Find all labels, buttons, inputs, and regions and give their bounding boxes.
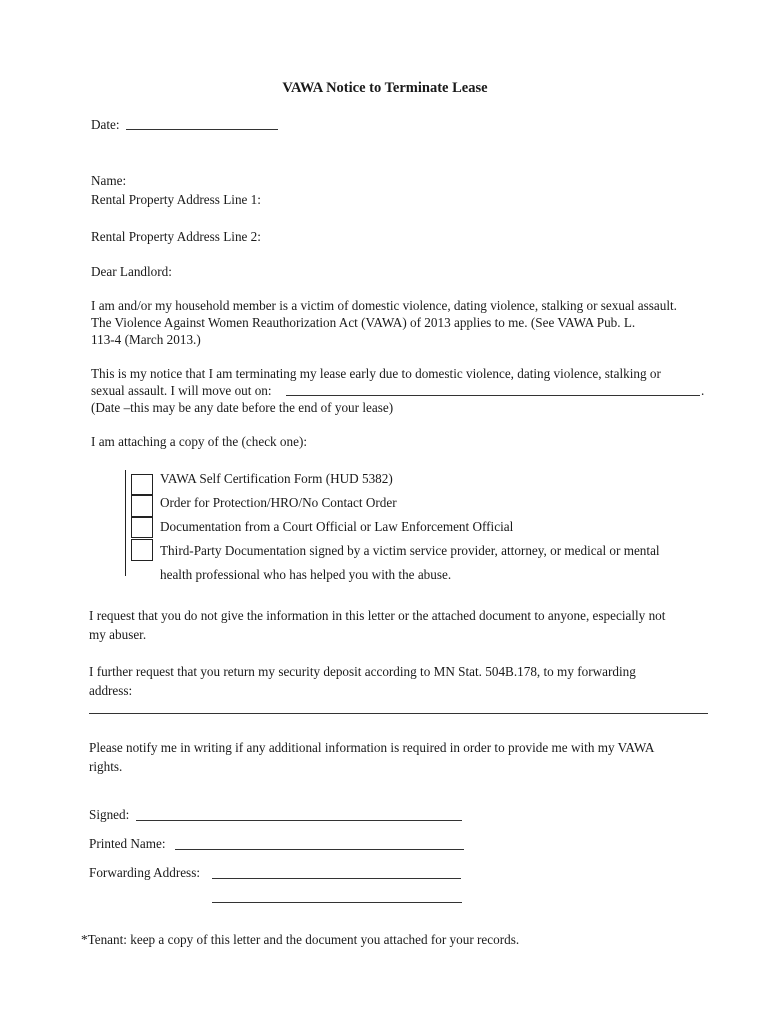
checkbox-label-protection-order: Order for Protection/HRO/No Contact Order [160, 495, 397, 510]
move-out-date-field[interactable] [286, 395, 700, 396]
forwarding-address-label: Forwarding Address: [89, 865, 200, 880]
para3-line2: my abuser. [89, 627, 147, 642]
printed-name-label: Printed Name: [89, 836, 166, 851]
printed-name-field[interactable] [175, 849, 464, 850]
checkbox-protection-order[interactable] [131, 495, 153, 517]
checkbox-hud-5382[interactable] [131, 474, 153, 495]
checkbox-court-official[interactable] [131, 517, 153, 538]
checkbox-group-rule [125, 470, 126, 576]
date-field[interactable] [126, 129, 278, 130]
para2-line2: sexual assault. I will move out on: [91, 383, 272, 398]
document-title: VAWA Notice to Terminate Lease [282, 80, 488, 96]
checkbox-label-hud-5382: VAWA Self Certification Form (HUD 5382) [160, 471, 393, 486]
checkbox-label-third-party-cont: health professional who has helped you with the abuse. [160, 567, 452, 582]
para5-line1: Please notify me in writing if any additional information is required in order to provide me with my VAWA [89, 740, 655, 755]
para2-line1: This is my notice that I am terminating my lease early due to domestic violence, dating violence, stalking or [91, 366, 661, 381]
forwarding-address-field-2[interactable] [212, 902, 462, 903]
attach-intro: I am attaching a copy of the (check one): [91, 434, 308, 449]
date-label: Date: [91, 117, 120, 132]
name-label: Name: [91, 173, 127, 188]
signed-label: Signed: [89, 807, 130, 822]
checkbox-label-third-party: Third-Party Documentation signed by a victim service provider, attorney, or medical or mental [160, 543, 660, 558]
para5-line2: rights. [89, 759, 123, 774]
signature-field[interactable] [136, 820, 462, 821]
checkbox-third-party[interactable] [131, 539, 153, 561]
para1-line3: 113-4 (March 2013.) [91, 332, 201, 347]
para4-line1: I further request that you return my security deposit according to MN Stat. 504B.178, to my forwarding [89, 664, 636, 679]
para2-period: . [701, 383, 705, 398]
address-line1-label: Rental Property Address Line 1: [91, 192, 261, 207]
checkbox-label-court-official: Documentation from a Court Official or Law Enforcement Official [160, 519, 514, 534]
para2-line3: (Date –this may be any date before the end of your lease) [91, 400, 394, 415]
forwarding-address-field-1[interactable] [212, 878, 461, 879]
para3-line1: I request that you do not give the information in this letter or the attached document to anyone, especially not [89, 608, 666, 623]
forwarding-address-line[interactable] [89, 713, 708, 714]
salutation: Dear Landlord: [91, 264, 172, 279]
address-line2-label: Rental Property Address Line 2: [91, 229, 261, 244]
para1-line2: The Violence Against Women Reauthorization Act (VAWA) of 2013 applies to me. (See VAWA Pub. L. [91, 315, 636, 330]
footer-note: *Tenant: keep a copy of this letter and the document you attached for your records. [81, 932, 520, 947]
para4-line2: address: [89, 683, 133, 698]
para1-line1: I am and/or my household member is a victim of domestic violence, dating violence, stalking or sexual assault. [91, 298, 677, 313]
